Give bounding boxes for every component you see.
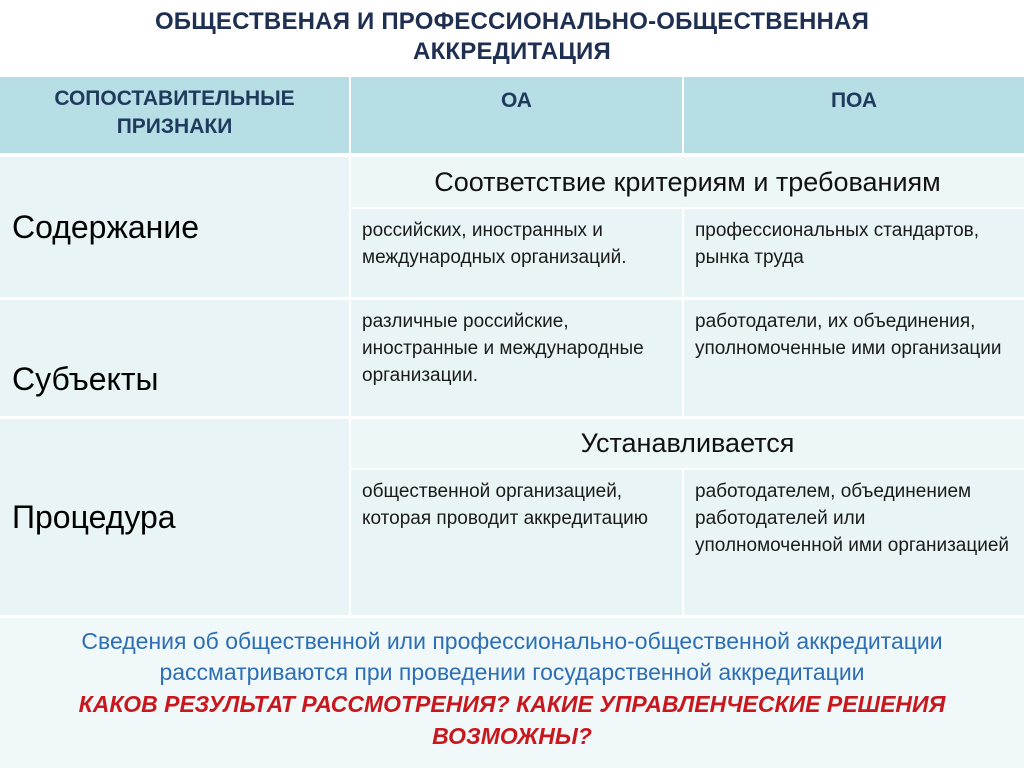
title-line-1: ОБЩЕСТВЕНАЯ И ПРОФЕССИОНАЛЬНО-ОБЩЕСТВЕННАЯ: [154, 8, 870, 35]
accreditation-note: Сведения об общественной или профессионально-общественной аккредитации рассматриваются при проведении государственной аккредитации: [81, 628, 943, 685]
row-content-poa: профессиональных стандартов, рынка труда: [684, 209, 1024, 297]
row-procedure-shared: Устанавливается: [351, 419, 1024, 468]
page-title: [0, 7, 1024, 67]
row-content-shared: Соответствие критериям и требованиям: [351, 157, 1024, 207]
row-procedure-label: Процедура: [0, 419, 349, 615]
row-subjects-label: Субъекты: [0, 300, 349, 416]
row-procedure-oa: общественной организацией, которая проводит аккредитацию: [351, 470, 682, 615]
row-procedure-poa: работодателем, объединением работодателей или уполномоченной ими организацией: [684, 470, 1024, 615]
title-line-2: АККРЕДИТАЦИЯ: [413, 38, 611, 65]
row-content-oa: российских, иностранных и международных организаций.: [351, 209, 682, 297]
row-subjects-poa: работодатели, их объединения, уполномоченные ими организации: [684, 300, 1024, 416]
row-content-label: Содержание: [0, 157, 349, 297]
footer-block: [0, 618, 1024, 768]
question-text: КАКОВ РЕЗУЛЬТАТ РАССМОТРЕНИЯ? КАКИЕ УПРАВЛЕНЧЕСКИЕ РЕШЕНИЯ ВОЗМОЖНЫ?: [78, 691, 946, 749]
header-oa: ОА: [351, 77, 682, 153]
row-subjects-oa: различные российские, иностранные и международные организации.: [351, 300, 682, 416]
header-criteria: СОПОСТАВИТЕЛЬНЫЕ ПРИЗНАКИ: [0, 77, 349, 153]
header-poa: ПОА: [684, 77, 1024, 153]
